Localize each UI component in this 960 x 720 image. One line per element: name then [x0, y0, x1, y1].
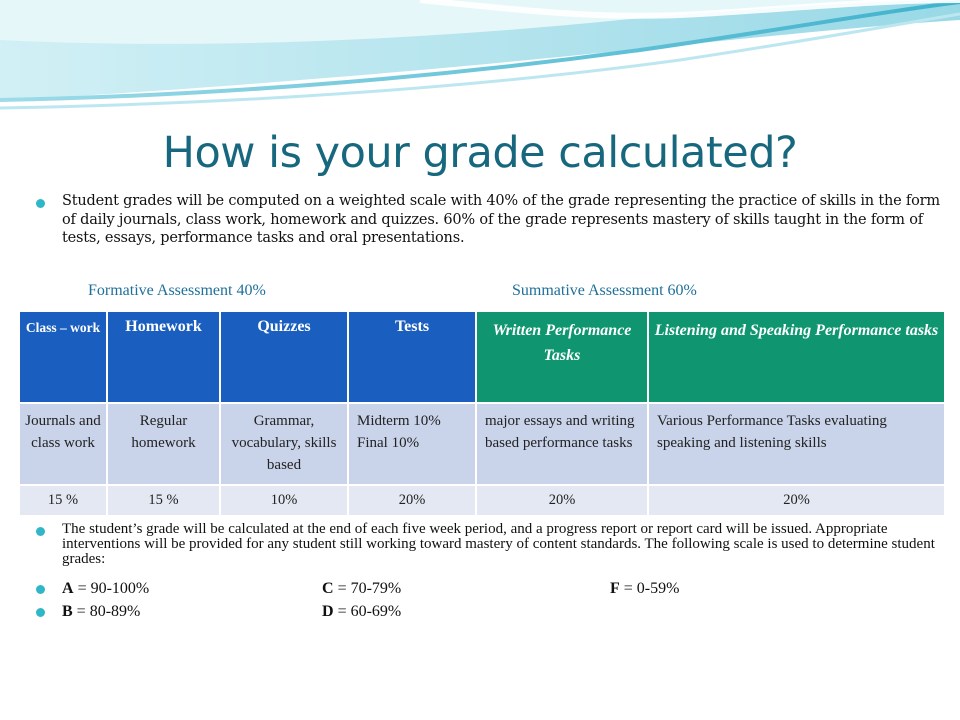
- cell-weight: 10%: [220, 485, 348, 516]
- bullet-icon: [36, 608, 45, 617]
- cell-description: Regular homework: [107, 403, 220, 485]
- cell-description: Midterm 10% Final 10%: [348, 403, 476, 485]
- header-quizzes: Quizzes: [220, 311, 348, 403]
- header-tests: Tests: [348, 311, 476, 403]
- summative-assessment: Summative Assessment 60%: [512, 282, 697, 299]
- cell-weight: 20%: [476, 485, 648, 516]
- cell-weight: 15 %: [19, 485, 107, 516]
- cell-description: Grammar, vocabulary, skills based: [220, 403, 348, 485]
- calculation-paragraph: The student’s grade will be calculated at the end of each five week period, and a progress report or report card will be issued. Appropriate interventions will be provided for any student still working toward mastery of content standards. The following scale is used to determine student grades:: [62, 521, 935, 567]
- slide-title: How is your grade calculated?: [162, 128, 798, 178]
- table-row-descriptions: [19, 403, 945, 485]
- cell-description: Journals and class work: [19, 403, 107, 485]
- header-homework: Homework: [107, 311, 220, 403]
- cell-description: major essays and writing based performance tasks: [476, 403, 648, 485]
- table-header-row: [19, 311, 945, 403]
- grade-scale-b: B = 80-89%: [62, 603, 141, 620]
- wave-decoration: [0, 0, 960, 120]
- cell-description: Various Performance Tasks evaluating speaking and listening skills: [648, 403, 945, 485]
- bullet-icon: [36, 199, 45, 208]
- grade-scale-c: C = 70-79%: [322, 580, 402, 597]
- formative-assessment: Formative Assessment 40%: [88, 282, 266, 299]
- grade-weights-table: [18, 310, 946, 517]
- cell-weight: 20%: [348, 485, 476, 516]
- grade-scale-d: D = 60-69%: [322, 603, 402, 620]
- grade-scale-f: F = 0-59%: [610, 580, 680, 597]
- intro-paragraph: Student grades will be computed on a weighted scale with 40% of the grade representing the practice of skills in the form of daily journals, class work, homework and quizzes. 60% of the grade represents mastery of skills taught in the form of tests, essays, performance tasks and oral presentations.: [62, 193, 940, 246]
- cell-weight: 20%: [648, 485, 945, 516]
- table-row-weights: [19, 485, 945, 516]
- header-written-tasks: Written Performance Tasks: [476, 311, 648, 403]
- bullet-icon: [36, 585, 45, 594]
- header-listening-speaking: Listening and Speaking Performance tasks: [648, 311, 945, 403]
- cell-weight: 15 %: [107, 485, 220, 516]
- header-classwork: Class – work: [19, 311, 107, 403]
- bullet-icon: [36, 527, 45, 536]
- grade-scale-a: A = 90-100%: [62, 580, 150, 597]
